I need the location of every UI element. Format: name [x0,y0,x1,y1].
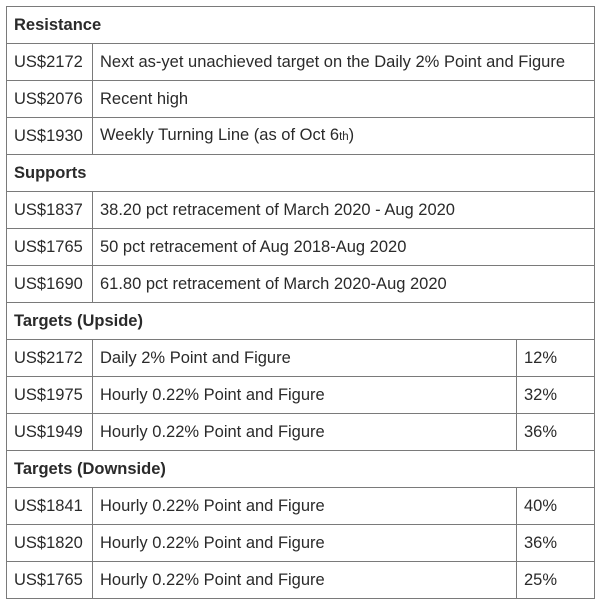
description-end: ) [348,126,355,144]
price-cell: US$1975 [7,377,93,414]
price-cell: US$1765 [7,229,93,266]
probability-cell: 36% [517,414,595,451]
description-cell [93,118,595,155]
probability-cell: 36% [517,525,595,562]
table-row [7,118,595,155]
price-cell: US$1930 [7,118,93,155]
section-title-targets-downside: Targets (Downside) [7,451,595,488]
ordinal-suffix: th [339,131,349,143]
price-cell: US$1765 [7,562,93,599]
description-cell: Hourly 0.22% Point and Figure [93,488,517,525]
probability-cell: 32% [517,377,595,414]
table-row [7,44,595,81]
description-cell: Hourly 0.22% Point and Figure [93,414,517,451]
table-row [7,192,595,229]
table-row [7,229,595,266]
description-cell: Recent high [93,81,595,118]
description-cell: 38.20 pct retracement of March 2020 - Aug 2020 [93,192,595,229]
price-cell: US$1837 [7,192,93,229]
description-cell: Next as-yet unachieved target on the Daily 2% Point and Figure [93,44,595,81]
description-text: Weekly Turning Line (as of Oct 6 [100,126,340,144]
table-row [7,377,595,414]
section-header-row [7,303,595,340]
description-cell: Daily 2% Point and Figure [93,340,517,377]
probability-cell: 12% [517,340,595,377]
section-title-supports: Supports [7,155,595,192]
price-cell: US$2172 [7,340,93,377]
section-header-row [7,155,595,192]
price-cell: US$2172 [7,44,93,81]
probability-cell: 25% [517,562,595,599]
description-cell: 50 pct retracement of Aug 2018-Aug 2020 [93,229,595,266]
levels-table [6,6,595,599]
table-row [7,488,595,525]
section-title-targets-upside: Targets (Upside) [7,303,595,340]
table-row [7,414,595,451]
section-title-resistance: Resistance [7,7,595,44]
table-row [7,266,595,303]
price-cell: US$1690 [7,266,93,303]
description-cell: 61.80 pct retracement of March 2020-Aug 2020 [93,266,595,303]
price-cell: US$1820 [7,525,93,562]
table-row [7,81,595,118]
probability-cell: 40% [517,488,595,525]
section-header-row [7,7,595,44]
description-cell: Hourly 0.22% Point and Figure [93,525,517,562]
table-row [7,562,595,599]
section-header-row [7,451,595,488]
description-cell: Hourly 0.22% Point and Figure [93,377,517,414]
price-cell: US$1949 [7,414,93,451]
price-cell: US$1841 [7,488,93,525]
levels-table-container [6,6,594,599]
table-row [7,340,595,377]
table-row [7,525,595,562]
price-cell: US$2076 [7,81,93,118]
description-cell: Hourly 0.22% Point and Figure [93,562,517,599]
